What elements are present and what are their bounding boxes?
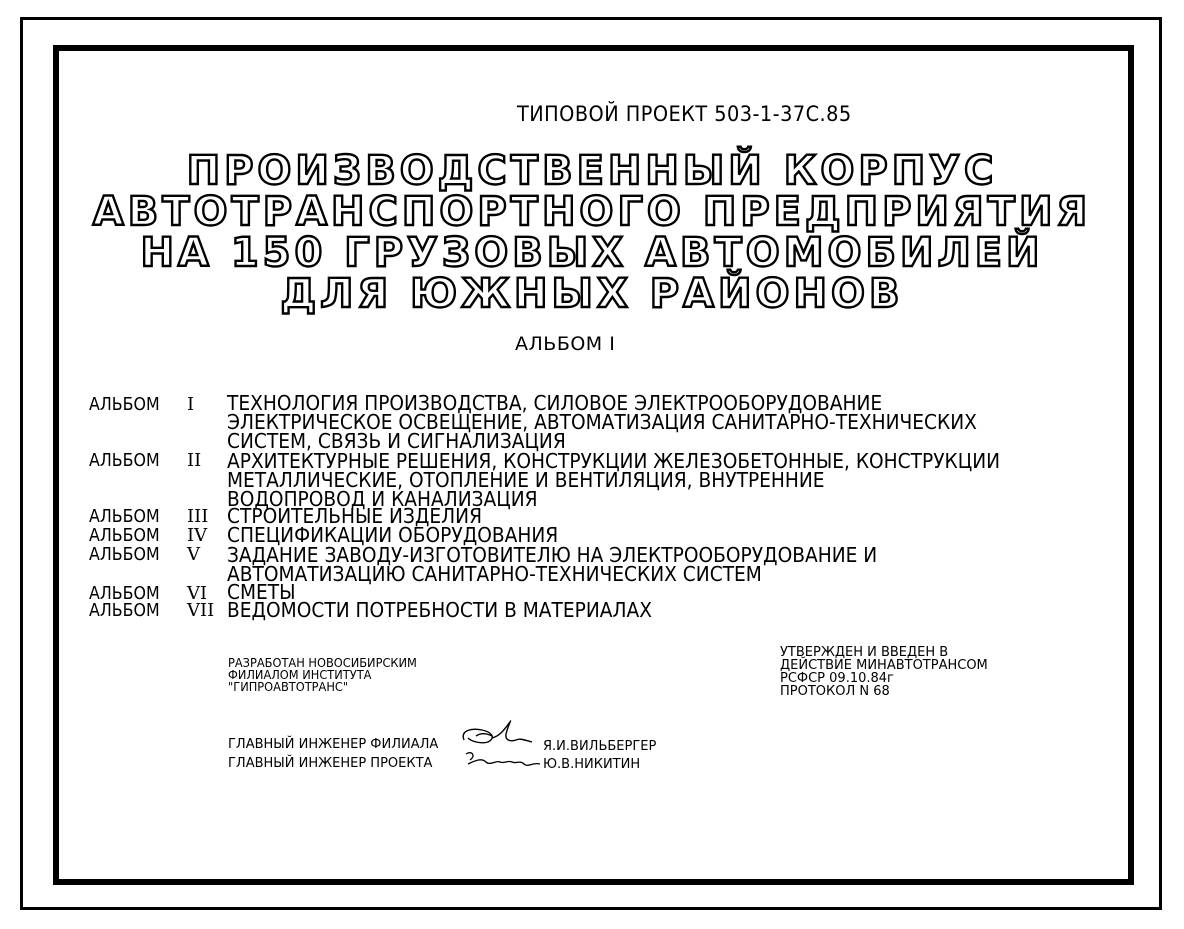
album-label: АЛЬБОМ [89,525,160,546]
album-number: III [187,506,209,527]
album-line: ТЕХНОЛОГИЯ ПРОИЗВОДСТВА, СИЛОВОЕ ЭЛЕКТРООБОРУДОВАНИЕ [227,391,883,415]
title-line-1: ПРОИЗВОДСТВЕННЫЙ КОРПУС [186,148,998,194]
album-label: АЛЬБОМ [89,544,160,565]
approval-line: ДЕЙСТВИЕ МИНАВТОТРАНСОМ [780,658,988,673]
title-line-2: АВТОТРАНСПОРТНОГО ПРЕДПРИЯТИЯ [92,189,1092,235]
album-number: VI [187,583,208,604]
developer-line: РАЗРАБОТАН НОВОСИБИРСКИМ [228,656,417,670]
approval-line: УТВЕРЖДЕН И ВВЕДЕН В [780,645,949,660]
album-number: IV [187,525,208,546]
approval-line: ПРОТОКОЛ N 68 [780,684,890,699]
album-line: ЭЛЕКТРИЧЕСКОЕ ОСВЕЩЕНИЕ, АВТОМАТИЗАЦИЯ САНИТАРНО-ТЕХНИЧЕСКИХ [227,410,977,434]
signature-name: Ю.В.НИКИТИН [543,757,641,772]
album-label: АЛЬБОМ [89,394,160,415]
title-line-4: ДЛЯ ЮЖНЫХ РАЙОНОВ [280,271,904,317]
album-label: АЛЬБОМ [89,600,160,621]
title-line-3: НА 150 ГРУЗОВЫХ АВТОМОБИЛЕЙ [140,230,1044,276]
signature-role: ГЛАВНЫЙ ИНЖЕНЕР ФИЛИАЛА [228,737,439,752]
album-label: АЛЬБОМ [89,583,160,604]
signature-mark [462,748,542,776]
album-line: СМЕТЫ [227,580,296,604]
album-label: АЛЬБОМ [89,450,160,471]
album-line: ВОДОПРОВОД И КАНАЛИЗАЦИЯ [227,487,538,511]
project-code: ТИПОВОЙ ПРОЕКТ 503-1-37С.85 [517,102,852,126]
developer-line: "ГИПРОАВТОТРАНС" [228,680,349,694]
album-line: СТРОИТЕЛЬНЫЕ ИЗДЕЛИЯ [227,504,482,528]
signature-mark [458,716,538,750]
album-line: МЕТАЛЛИЧЕСКИЕ, ОТОПЛЕНИЕ И ВЕНТИЛЯЦИЯ, ВНУТРЕННИЕ [227,468,825,492]
album-number: VII [187,600,215,621]
album-number: I [187,394,195,415]
developer-line: ФИЛИАЛОМ ИНСТИТУТА [228,668,372,682]
album-line: СПЕЦИФИКАЦИИ ОБОРУДОВАНИЯ [227,523,559,547]
album-line: СИСТЕМ, СВЯЗЬ И СИГНАЛИЗАЦИЯ [227,429,566,453]
signature-name: Я.И.ВИЛЬБЕРГЕР [543,739,657,754]
album-line: ЗАДАНИЕ ЗАВОДУ-ИЗГОТОВИТЕЛЮ НА ЭЛЕКТРООБОРУДОВАНИЕ И [227,543,878,567]
album-label: АЛЬБОМ [89,506,160,527]
approval-line: РСФСР 09.10.84г [780,671,894,686]
album-line: ВЕДОМОСТИ ПОТРЕБНОСТИ В МАТЕРИАЛАХ [227,598,652,622]
album-line: АРХИТЕКТУРНЫЕ РЕШЕНИЯ, КОНСТРУКЦИИ ЖЕЛЕЗОБЕТОННЫЕ, КОНСТРУКЦИИ [227,449,1001,473]
album-heading: АЛЬБОМ I [515,333,616,355]
signature-role: ГЛАВНЫЙ ИНЖЕНЕР ПРОЕКТА [228,756,433,771]
album-line: АВТОМАТИЗАЦИЮ САНИТАРНО-ТЕХНИЧЕСКИХ СИСТЕМ [227,562,762,586]
album-number: V [187,544,200,565]
album-number: II [187,450,202,471]
